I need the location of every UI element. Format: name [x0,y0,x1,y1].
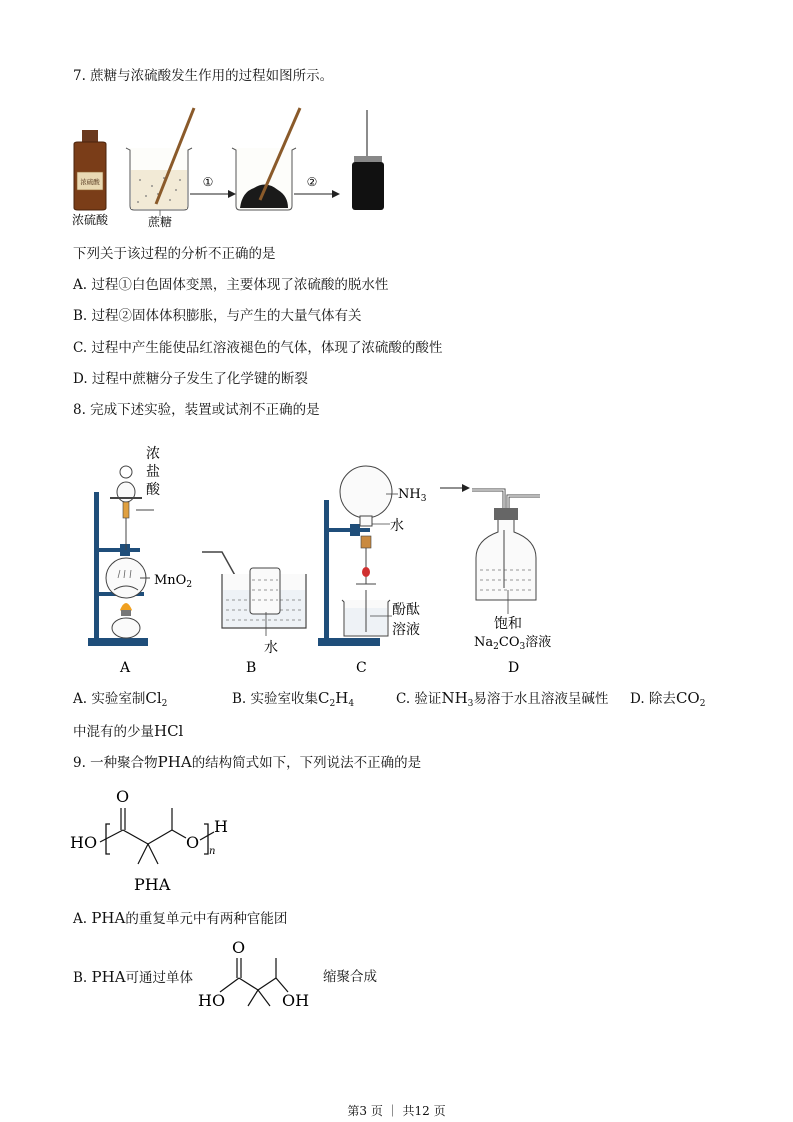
arrow-right-icon [332,190,340,198]
label-sugar: 蔗糖 [147,215,173,229]
q9-stem: 9. 一种聚合物PHA的结构简式如下，下列说法不正确的是 [73,753,422,771]
apparatus-d [472,490,540,614]
hcl-char-1: 浓 [146,446,160,462]
arrow-right-icon [462,484,470,492]
q8-option-d-cont: 中混有的少量HCl [73,722,184,740]
arrow-right-icon [228,190,236,198]
q8-figure [80,440,640,680]
beaker-sugar-icon [126,108,194,210]
pha-caption: PHA [134,875,171,894]
q7-option-c: C. 过程中产生能使品红溶液褪色的气体，体现了浓硫酸的酸性 [73,340,443,356]
black-container-icon [352,110,384,210]
label-acid: 浓硫酸 [71,213,109,227]
q9-option-a: A. PHA的重复单元中有两种官能团 [73,909,288,927]
q7-prompt: 下列关于该过程的分析不正确的是 [73,246,276,262]
monomer-o: O [232,938,246,957]
bottle-label: 浓硫酸 [80,178,100,186]
q9-option-b-post: 缩聚合成 [323,969,377,985]
q8-option-d: D. 除去$CO_2$ [630,689,706,709]
apparatus-a [88,466,154,646]
pha-n: n [209,846,216,857]
water-c-label: 水 [390,518,404,534]
pha-structure [66,782,256,897]
hcl-char-3: 酸 [146,482,160,498]
na2co3-label: $Na_2CO_3$溶液 [474,635,552,652]
apparatus-b [202,552,306,636]
nh3-label: $NH_3$ [398,487,427,504]
saturated-label: 饱和 [494,616,522,632]
phenol-label-2: 溶液 [392,622,420,638]
page-footer: 第3 页 ｜ 共12 页 [347,1104,446,1118]
phenol-label-1: 酚酞 [392,602,420,618]
label-a: A [120,660,131,676]
pha-o-ring: O [186,833,200,852]
pha-o-top: O [116,787,130,806]
q9-option-b: B. PHA可通过单体 [73,968,194,986]
q7-option-a: A. 过程①白色固体变黑，主要体现了浓硫酸的脱水性 [73,277,389,293]
apparatus-c [318,466,392,646]
acid-bottle-icon [74,130,106,210]
step2-label: ② [306,175,318,189]
q7-option-b: B. 过程②固体体积膨胀，与产生的大量气体有关 [73,308,362,324]
q8-option-a: A. 实验室制$Cl_2$ [73,689,168,709]
water-b-label: 水 [264,640,278,656]
label-b: B [246,660,257,676]
q8-option-c: C. 验证$NH_3$易溶于水且溶液呈碱性 [396,689,609,709]
q7-figure [60,100,400,230]
q7-option-d: D. 过程中蔗糖分子发生了化学键的断裂 [73,371,308,387]
pha-h: H [214,817,228,836]
label-c: C [356,660,367,676]
monomer-structure [196,936,316,1010]
monomer-oh: OH [282,991,310,1010]
step1-label: ① [202,175,214,189]
mno2-label: MnO$_2$ [154,573,193,590]
beaker-carbon-icon [232,108,300,210]
monomer-ho: HO [198,991,226,1010]
hcl-char-2: 盐 [146,464,160,480]
label-d: D [508,660,520,676]
q8-stem: 8. 完成下述实验，装置或试剂不正确的是 [73,402,320,418]
pha-ho: HO [70,833,98,852]
q8-option-b: B. 实验室收集$C_2H_4$ [232,689,355,709]
q7-stem: 7. 蔗糖与浓硫酸发生作用的过程如图所示。 [73,68,334,84]
